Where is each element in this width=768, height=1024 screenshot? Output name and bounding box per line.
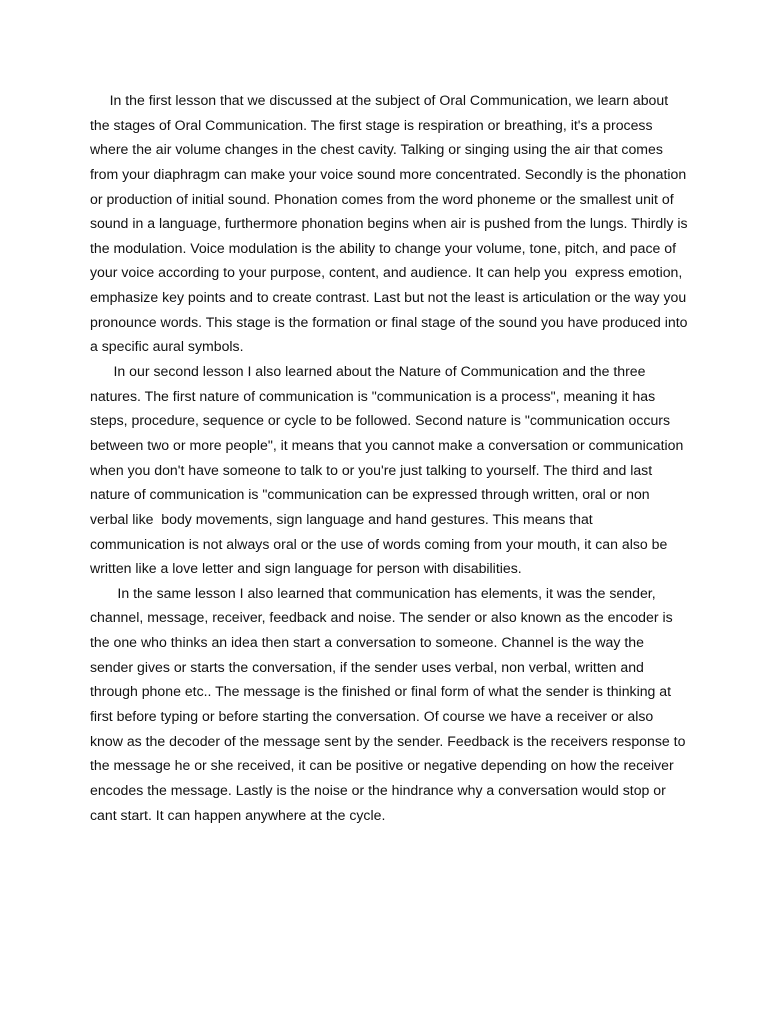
- paragraph-2-line-8: communication is not always oral or the use of words coming from your mouth, it can also be: [90, 535, 668, 552]
- paragraph-1-line-4: from your diaphragm can make your voice sound more concentrated. Secondly is the phonation: [90, 165, 687, 182]
- paragraph-1-line-2: the stages of Oral Communication. The first stage is respiration or breathing, it's a process: [90, 116, 653, 133]
- paragraph-1-line-6: sound in a language, furthermore phonation begins when air is pushed from the lungs. Thirdly is: [90, 215, 688, 232]
- paragraph-3-line-9: encodes the message. Lastly is the noise or the hindrance why a conversation would stop or: [90, 781, 666, 798]
- paragraph-3-line-1: In the same lesson I also learned that communication has elements, it was the sender,: [90, 584, 656, 601]
- paragraph-3-line-2: channel, message, receiver, feedback and noise. The sender or also known as the encoder is: [90, 609, 673, 626]
- paragraph-2-line-7: verbal like body movements, sign language and hand gestures. This means that: [90, 510, 593, 527]
- paragraph-2-line-5: when you don't have someone to talk to or you're just talking to yourself. The third and last: [90, 461, 653, 478]
- paragraph-1-line-7: the modulation. Voice modulation is the ability to change your volume, tone, pitch, and pace of: [90, 239, 677, 256]
- document-body: [90, 88, 688, 827]
- paragraph-1-line-9: emphasize key points and to create contrast. Last but not the least is articulation or the way you: [90, 289, 687, 306]
- paragraph-2-line-4: between two or more people", it means that you cannot make a conversation or communication: [90, 436, 684, 453]
- paragraph-3-line-6: first before typing or before starting the conversation. Of course we have a receiver or also: [90, 708, 654, 725]
- paragraph-1-line-11: a specific aural symbols.: [90, 338, 244, 355]
- paragraph-2-line-2: natures. The first nature of communication is "communication is a process", meaning it has: [90, 387, 656, 404]
- paragraph-2-line-1: In our second lesson I also learned about the Nature of Communication and the three: [90, 363, 646, 380]
- paragraph-1-line-8: your voice according to your purpose, content, and audience. It can help you express emotion,: [90, 264, 683, 281]
- paragraph-3-line-10: cant start. It can happen anywhere at the cycle.: [90, 806, 386, 823]
- paragraph-1-line-1: In the first lesson that we discussed at the subject of Oral Communication, we learn about: [90, 92, 669, 108]
- paragraph-3-line-8: the message he or she received, it can be positive or negative depending on how the receiver: [90, 757, 674, 774]
- paragraph-3-line-3: the one who thinks an idea then start a conversation to someone. Channel is the way the: [90, 634, 644, 651]
- paragraph-3-line-5: through phone etc.. The message is the finished or final form of what the sender is thinking at: [90, 683, 672, 700]
- paragraph-1-line-3: where the air volume changes in the chest cavity. Talking or singing using the air that comes: [90, 141, 663, 158]
- paragraph-1-line-10: pronounce words. This stage is the formation or final stage of the sound you have produced into: [90, 313, 688, 330]
- paragraph-2-line-3: steps, procedure, sequence or cycle to be followed. Second nature is "communication occurs: [90, 412, 671, 429]
- paragraph-3-line-7: know as the decoder of the message sent by the sender. Feedback is the receivers response to: [90, 732, 686, 749]
- paragraph-2-line-6: nature of communication is "communication can be expressed through written, oral or non: [90, 486, 650, 503]
- paragraph-2-line-9: written like a love letter and sign language for person with disabilities.: [90, 560, 522, 577]
- paragraph-3-line-4: sender gives or starts the conversation, if the sender uses verbal, non verbal, written and: [90, 658, 644, 675]
- paragraph-1-line-5: or production of initial sound. Phonation comes from the word phoneme or the smallest unit of: [90, 190, 674, 207]
